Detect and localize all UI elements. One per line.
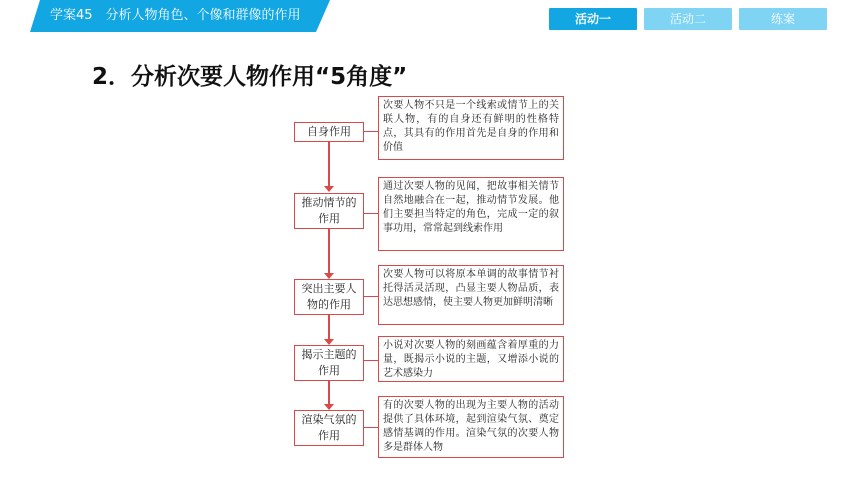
stage-box: 揭示主题的作用 — [294, 345, 364, 381]
stage-box: 推动情节的作用 — [294, 193, 364, 229]
stage-box: 突出主要人物的作用 — [294, 279, 364, 315]
description-box: 通过次要人物的见闻，把故事相关情节自然地融合在一起，推动情节发展。他们主要担当特定的角色，完成一定的叙事功用，常常起到线索作用 — [378, 177, 564, 251]
connector-line — [364, 213, 378, 214]
lesson-title: 学案45 分析人物角色、个像和群像的作用 — [50, 8, 301, 23]
stage-box: 自身作用 — [294, 122, 364, 142]
description-box: 次要人物不只是一个线索或情节上的关联人物，有的自身还有鲜明的性格特点，其具有的作用首先是自身的作用和价值 — [378, 96, 564, 160]
stage-box: 渲染气氛的作用 — [294, 410, 364, 446]
connector-line — [364, 296, 378, 297]
tab-activity-2[interactable]: 活动二 — [644, 8, 732, 30]
tab-activity-1[interactable]: 活动一 — [549, 8, 637, 30]
tab-exercise[interactable]: 练案 — [739, 8, 827, 30]
connector-line — [364, 360, 378, 361]
down-arrow-icon — [324, 186, 334, 192]
flow-line — [328, 315, 330, 339]
description-box: 次要人物可以将原本单调的故事情节衬托得活灵活现，凸显主要人物品质，表达思想感情，使主要人物更加鲜明清晰 — [378, 265, 564, 325]
flow-line — [328, 142, 330, 186]
section-heading: 2．分析次要人物作用“5角度” — [92, 64, 408, 90]
connector-line — [364, 427, 378, 428]
top-bar — [0, 0, 860, 36]
flow-line — [328, 229, 330, 273]
description-box: 小说对次要人物的刻画蕴含着厚重的力量，既揭示小说的主题，又增添小说的艺术感染力 — [378, 336, 564, 382]
connector-line — [364, 131, 378, 132]
description-box: 有的次要人物的出现为主要人物的活动提供了具体环境，起到渲染气氛、奠定感情基调的作用。渲染气氛的次要人物多是群体人物 — [378, 396, 564, 458]
